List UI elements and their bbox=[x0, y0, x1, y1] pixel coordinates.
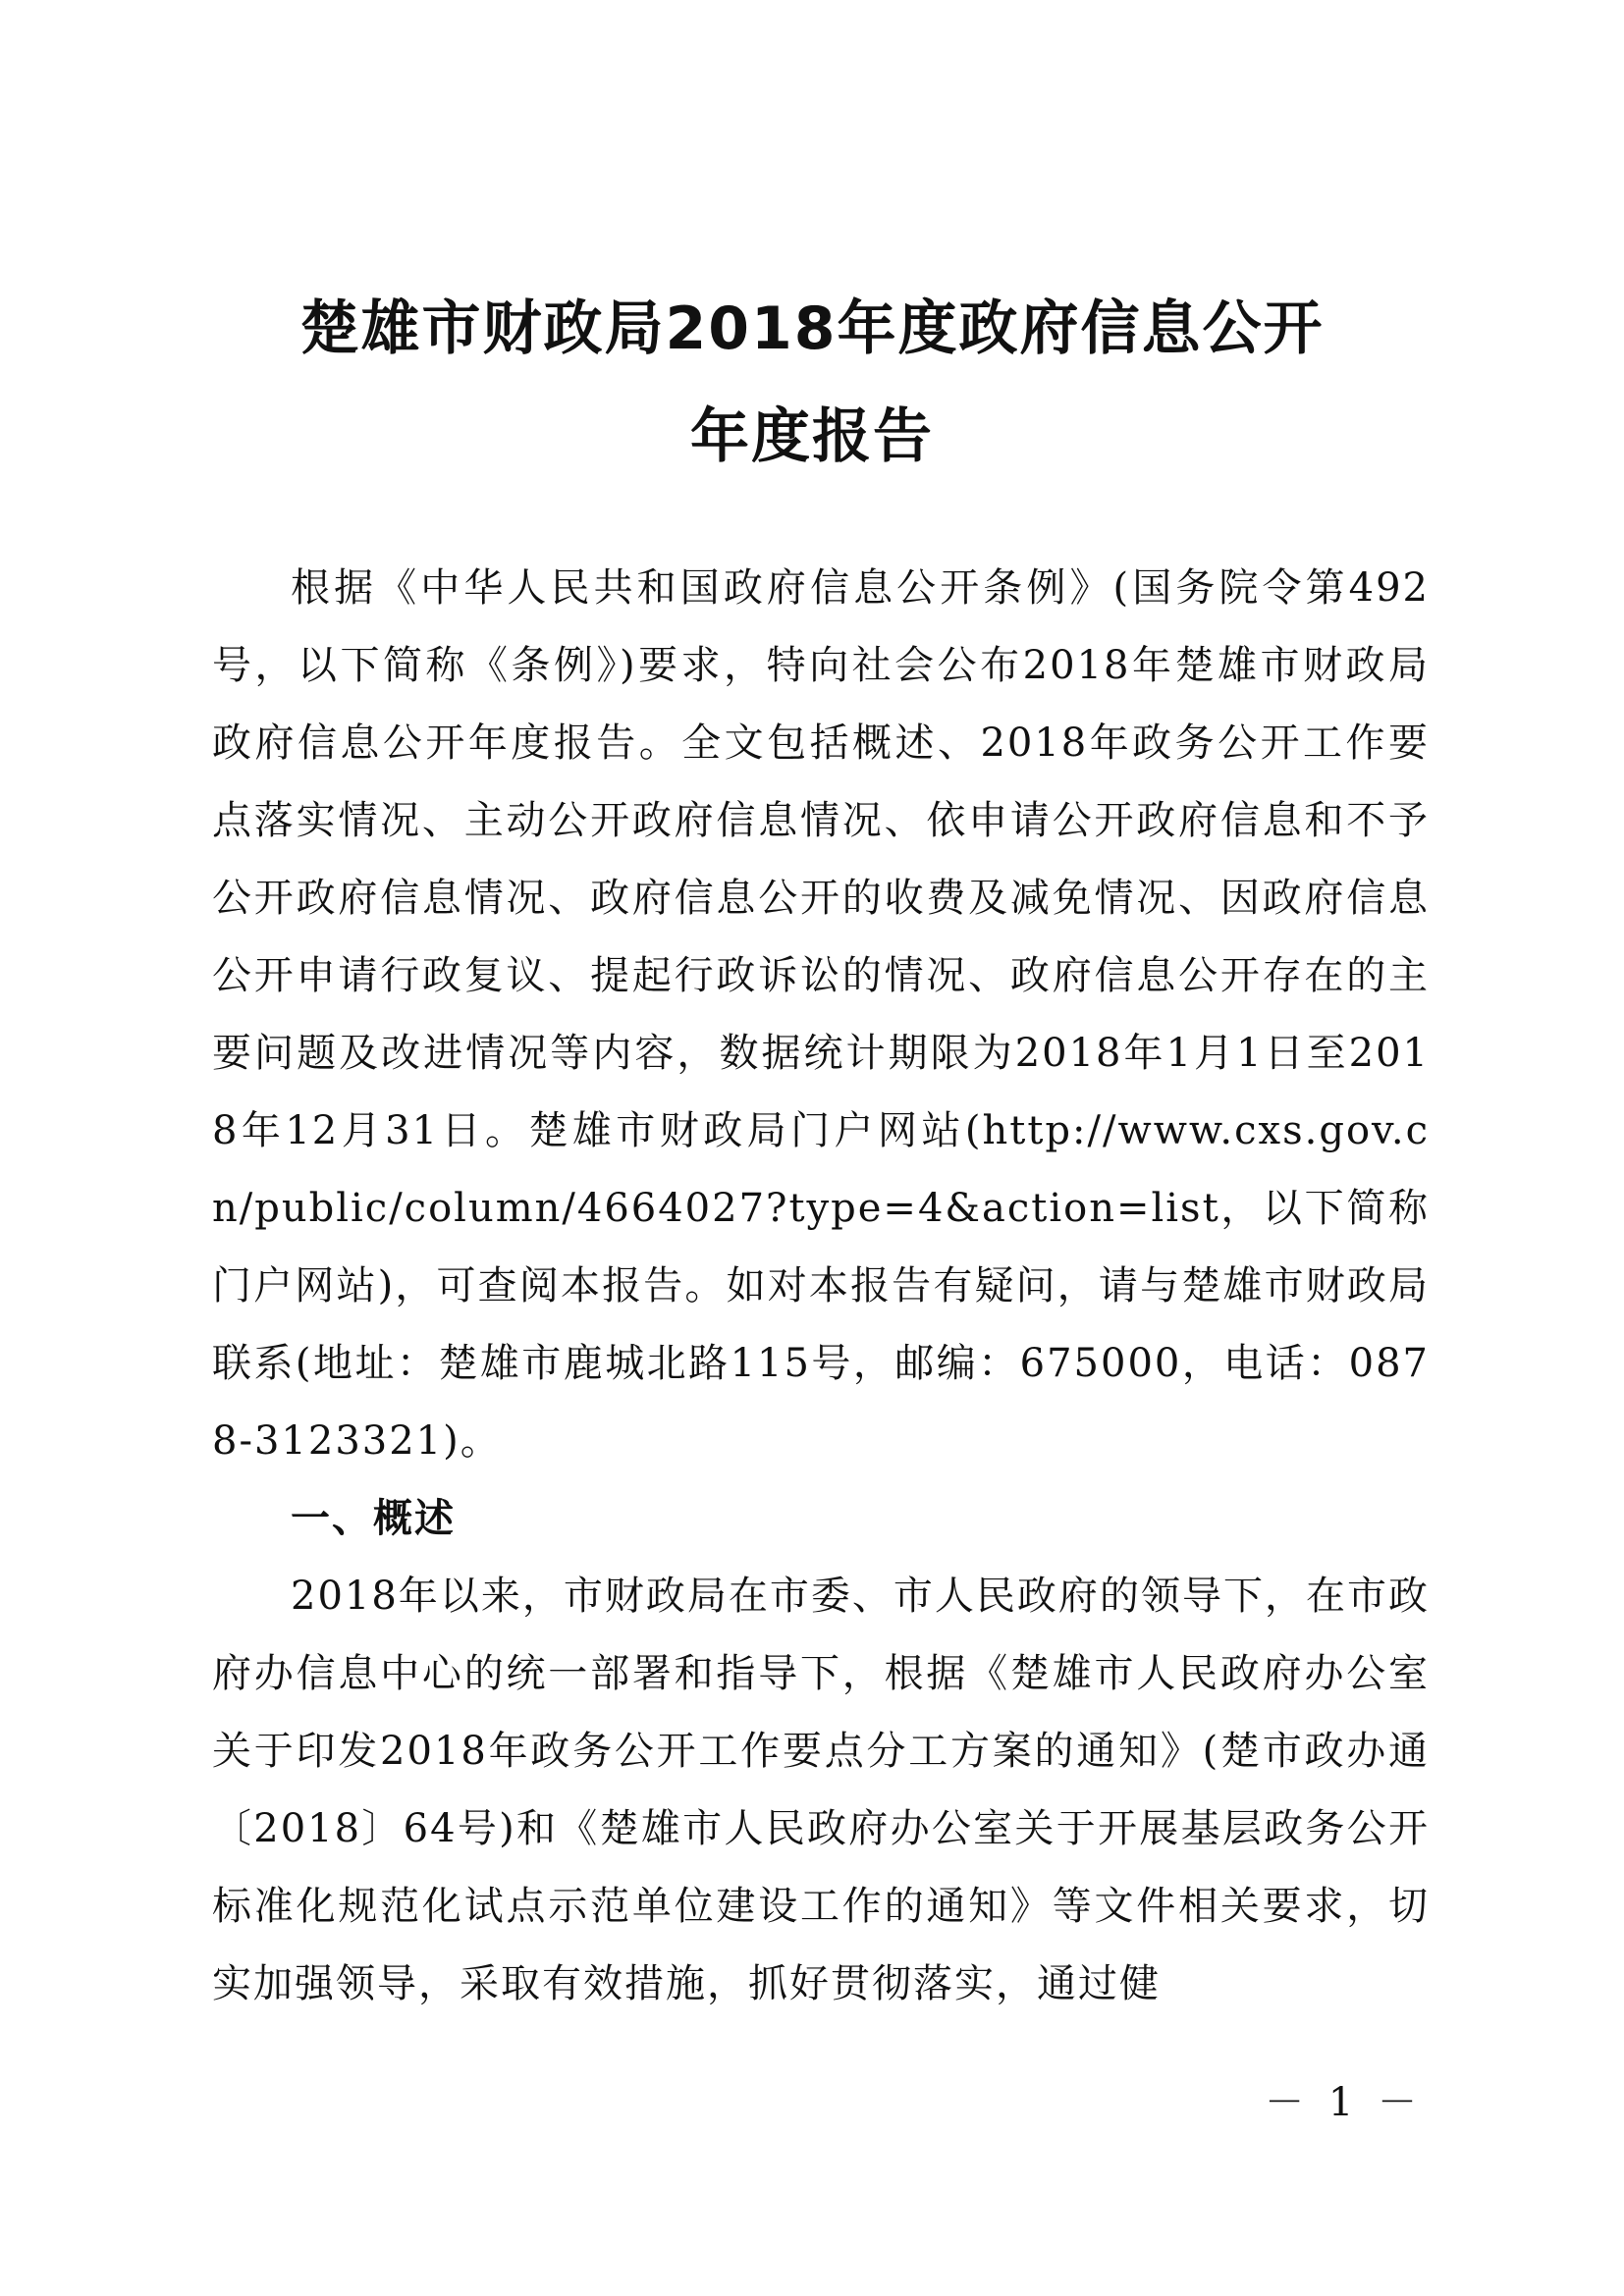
document-body bbox=[212, 550, 1430, 2023]
page-number: － 1 － bbox=[1265, 2080, 1423, 2125]
intro-paragraph: 根据《中华人民共和国政府信息公开条例》(国务院令第492号，以下简称《条例》)要求，特向社会公布2018年楚雄市财政局政府信息公开年度报告。全文包括概述、2018年政务公开工作要点落实情况、主动公开政府信息情况、依申请公开政府信息和不予公开政府信息情况、政府信息公开的收费及减免情况、因政府信息公开申请行政复议、提起行政诉讼的情况、政府信息公开存在的主要问题及改进情况等内容，数据统计期限为2018年1月1日至2018年12月31日。楚雄市财政局门户网站(http://www.cxs.gov.cn/public/column/4664027?type=4&action=list，以下简称门户网站)，可查阅本报告。如对本报告有疑问，请与楚雄市财政局联系(地址：楚雄市鹿城北路115号，邮编：675000，电话：0878-3123321)。 bbox=[212, 565, 1430, 1464]
document-title bbox=[0, 275, 1624, 491]
title-line-1: 楚雄市财政局2018年度政府信息公开 bbox=[299, 294, 1325, 363]
title-line-2: 年度报告 bbox=[690, 402, 934, 471]
overview-paragraph: 2018年以来，市财政局在市委、市人民政府的领导下，在市政府办信息中心的统一部署和指导下，根据《楚雄市人民政府办公室关于印发2018年政务公开工作要点分工方案的通知》(楚市政办通〔2018〕64号)和《楚雄市人民政府办公室关于开展基层政务公开标准化规范化试点示范单位建设工作的通知》等文件相关要求，切实加强领导，采取有效措施，抓好贯彻落实，通过健 bbox=[212, 1574, 1430, 2006]
section-heading-overview: 一、概述 bbox=[291, 1496, 456, 1541]
